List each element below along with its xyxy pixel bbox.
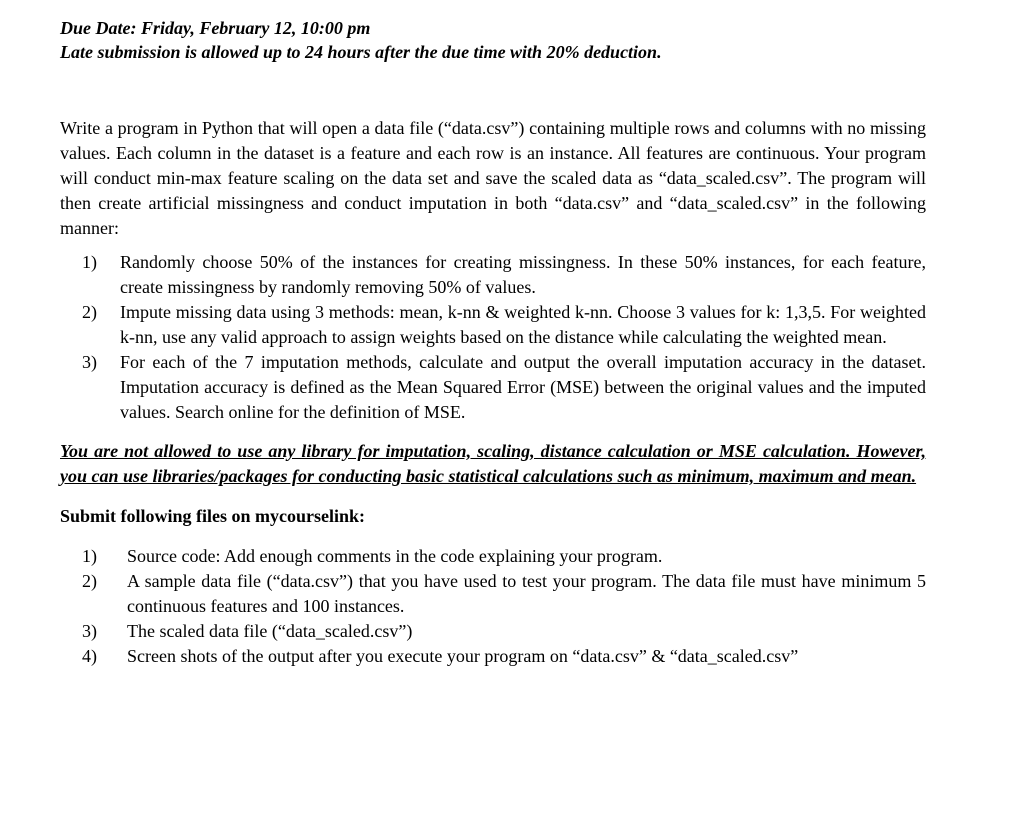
list-item — [60, 300, 926, 350]
late-policy: Late submission is allowed up to 24 hours after the due time with 20% deduction. — [60, 42, 662, 62]
intro-paragraph: Write a program in Python that will open a data file (“data.csv”) containing multiple rows and columns with no missing values. Each column in the dataset is a feature and each row is an instance. All features are continuous. Your program will conduct min-max feature scaling on the data set and save the scaled data as “data_scaled.csv”. The program will then create artificial missingness and conduct imputation in both “data.csv” and “data_scaled.csv” in the following manner: — [60, 118, 926, 238]
list-item — [60, 569, 926, 619]
list-item-text: For each of the 7 imputation methods, calculate and output the overall imputation accuracy in the dataset. Imputation accuracy is defined as the Mean Squared Error (MSE) between the original values and the imputed values. Search online for the definition of MSE. — [120, 352, 926, 422]
list-item — [60, 544, 926, 569]
list-number: 3) — [82, 621, 97, 641]
list-item-text: Screen shots of the output after you execute your program on “data.csv” & “data_scaled.csv” — [127, 646, 799, 666]
list-item — [60, 250, 926, 300]
list-item-text: Source code: Add enough comments in the code explaining your program. — [127, 546, 663, 566]
list-item — [60, 619, 926, 644]
list-number: 2) — [82, 302, 97, 322]
list-number: 1) — [82, 546, 97, 566]
assignment-document — [60, 16, 926, 669]
list-item-text: The scaled data file (“data_scaled.csv”) — [127, 621, 413, 641]
list-number: 4) — [82, 646, 97, 666]
submit-heading: Submit following files on mycourselink: — [60, 506, 366, 526]
library-restriction-note: You are not allowed to use any library for imputation, scaling, distance calculation or MSE calculation. However, you can use libraries/packages for conducting basic statistical calculations such as minimum, maximum and mean. — [60, 441, 926, 486]
list-number: 2) — [82, 571, 97, 591]
list-item — [60, 644, 926, 669]
list-number: 1) — [82, 252, 97, 272]
due-date: Due Date: Friday, February 12, 10:00 pm — [60, 18, 371, 38]
list-number: 3) — [82, 352, 97, 372]
list-item — [60, 350, 926, 425]
submission-list — [60, 544, 926, 669]
list-item-text: A sample data file (“data.csv”) that you have used to test your program. The data file must have minimum 5 continuous features and 100 instances. — [127, 571, 926, 616]
list-item-text: Impute missing data using 3 methods: mean, k-nn & weighted k-nn. Choose 3 values for k: 1,3,5. For weighted k-nn, use any valid approach to assign weights based on the distance while calculating the weighted mean. — [120, 302, 926, 347]
list-item-text: Randomly choose 50% of the instances for creating missingness. In these 50% instances, for each feature, create missingness by randomly removing 50% of values. — [120, 252, 926, 297]
task-list — [60, 250, 926, 425]
